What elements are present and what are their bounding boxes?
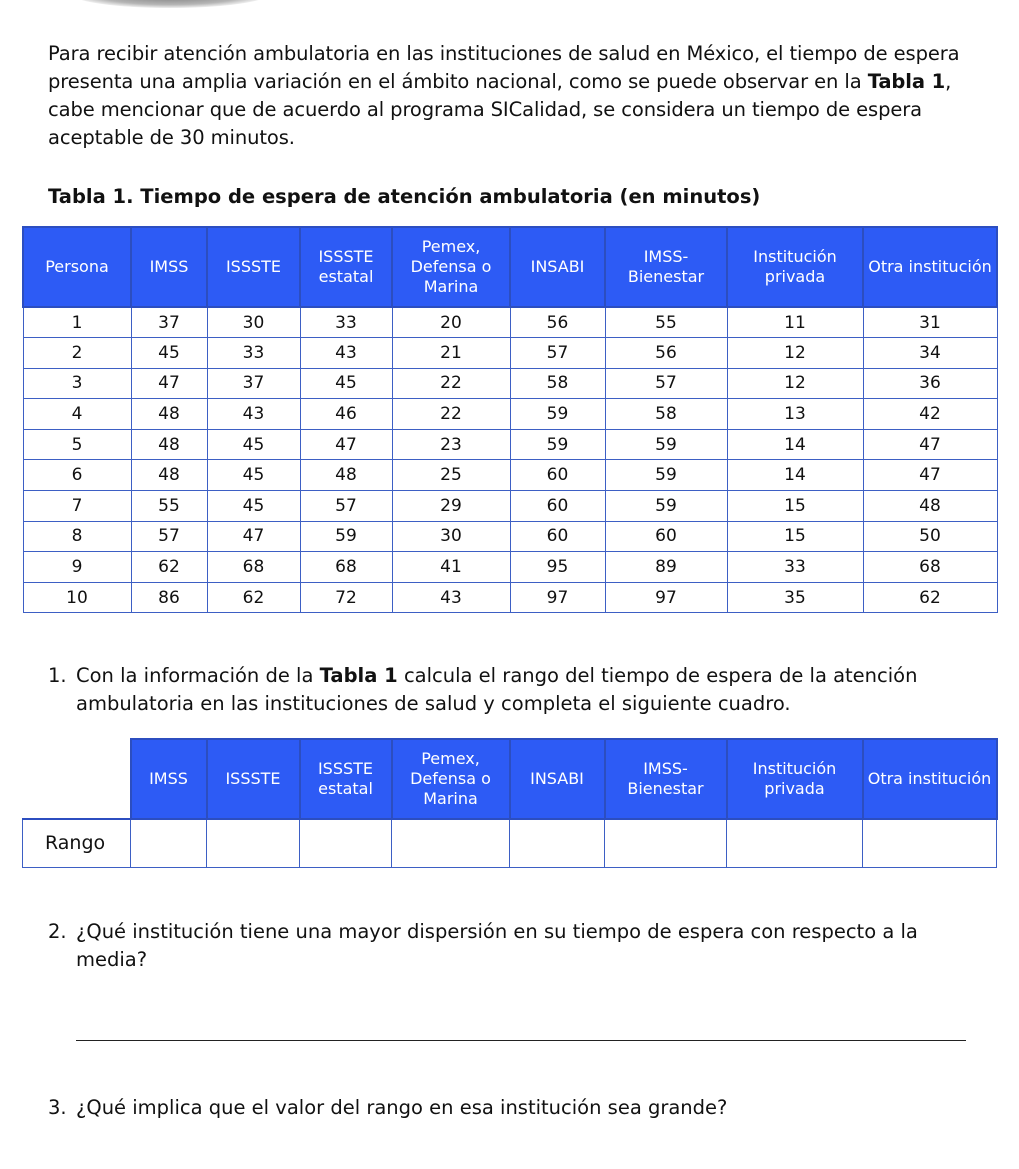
cell-imss-bienestar: 89 bbox=[605, 552, 727, 583]
cell-insabi: 60 bbox=[510, 460, 605, 491]
table-row bbox=[23, 307, 997, 338]
table-row bbox=[23, 399, 997, 430]
top-edge-shadow bbox=[70, 0, 270, 8]
cell-issste-estatal: 68 bbox=[300, 552, 392, 583]
cell-issste: 68 bbox=[207, 552, 300, 583]
range-header-issste-estatal: ISSSTE estatal bbox=[300, 739, 392, 819]
cell-persona: 6 bbox=[23, 460, 131, 491]
header-pemex: Pemex, Defensa o Marina bbox=[392, 227, 510, 307]
cell-insabi: 59 bbox=[510, 429, 605, 460]
cell-issste-estatal: 45 bbox=[300, 368, 392, 399]
cell-imss-bienestar: 57 bbox=[605, 368, 727, 399]
cell-issste-estatal: 57 bbox=[300, 491, 392, 522]
table-row bbox=[23, 368, 997, 399]
question-1-table-reference: Tabla 1 bbox=[319, 664, 398, 687]
range-header-issste: ISSSTE bbox=[207, 739, 300, 819]
cell-issste-estatal: 46 bbox=[300, 399, 392, 430]
waiting-time-table bbox=[22, 226, 998, 613]
cell-pemex: 30 bbox=[392, 521, 510, 552]
cell-institucion-privada: 12 bbox=[727, 338, 863, 369]
cell-otra-institucion: 36 bbox=[863, 368, 997, 399]
cell-otra-institucion: 68 bbox=[863, 552, 997, 583]
cell-issste-estatal: 72 bbox=[300, 582, 392, 613]
cell-pemex: 41 bbox=[392, 552, 510, 583]
cell-institucion-privada: 13 bbox=[727, 399, 863, 430]
intro-table-reference: Tabla 1 bbox=[867, 70, 946, 93]
header-issste-estatal: ISSSTE estatal bbox=[300, 227, 392, 307]
cell-imss-bienestar: 58 bbox=[605, 399, 727, 430]
cell-imss-bienestar: 59 bbox=[605, 460, 727, 491]
question-1 bbox=[48, 662, 978, 718]
header-institucion-privada: Institución privada bbox=[727, 227, 863, 307]
question-3-number: 3. bbox=[48, 1096, 67, 1119]
table1-body bbox=[23, 307, 997, 613]
cell-pemex: 29 bbox=[392, 491, 510, 522]
range-header-insabi: INSABI bbox=[510, 739, 605, 819]
cell-otra-institucion: 47 bbox=[863, 460, 997, 491]
range-cell-pemex[interactable] bbox=[392, 819, 510, 867]
cell-persona: 2 bbox=[23, 338, 131, 369]
range-cell-imss-bienestar[interactable] bbox=[605, 819, 727, 867]
table2-header-row bbox=[23, 739, 997, 819]
cell-issste: 45 bbox=[207, 429, 300, 460]
cell-institucion-privada: 11 bbox=[727, 307, 863, 338]
cell-otra-institucion: 62 bbox=[863, 582, 997, 613]
cell-institucion-privada: 35 bbox=[727, 582, 863, 613]
cell-otra-institucion: 50 bbox=[863, 521, 997, 552]
cell-institucion-privada: 14 bbox=[727, 429, 863, 460]
range-table bbox=[22, 738, 998, 868]
cell-otra-institucion: 34 bbox=[863, 338, 997, 369]
cell-insabi: 56 bbox=[510, 307, 605, 338]
cell-issste: 43 bbox=[207, 399, 300, 430]
cell-issste-estatal: 43 bbox=[300, 338, 392, 369]
cell-imss: 62 bbox=[131, 552, 207, 583]
cell-imss-bienestar: 55 bbox=[605, 307, 727, 338]
cell-persona: 5 bbox=[23, 429, 131, 460]
cell-imss: 37 bbox=[131, 307, 207, 338]
cell-issste: 47 bbox=[207, 521, 300, 552]
cell-insabi: 57 bbox=[510, 338, 605, 369]
cell-imss: 47 bbox=[131, 368, 207, 399]
range-cell-issste-estatal[interactable] bbox=[300, 819, 392, 867]
cell-otra-institucion: 48 bbox=[863, 491, 997, 522]
table-row bbox=[23, 582, 997, 613]
cell-pemex: 22 bbox=[392, 368, 510, 399]
cell-otra-institucion: 31 bbox=[863, 307, 997, 338]
table-row bbox=[23, 429, 997, 460]
cell-insabi: 59 bbox=[510, 399, 605, 430]
question-2-number: 2. bbox=[48, 920, 67, 943]
cell-persona: 4 bbox=[23, 399, 131, 430]
question-3 bbox=[48, 1094, 978, 1122]
cell-insabi: 60 bbox=[510, 521, 605, 552]
cell-insabi: 58 bbox=[510, 368, 605, 399]
cell-otra-institucion: 42 bbox=[863, 399, 997, 430]
range-row-label: Rango bbox=[23, 819, 131, 867]
cell-issste: 33 bbox=[207, 338, 300, 369]
table1-header-row bbox=[23, 227, 997, 307]
question-2-answer-line[interactable] bbox=[76, 1040, 966, 1041]
header-imss-bienestar: IMSS-Bienestar bbox=[605, 227, 727, 307]
cell-issste: 30 bbox=[207, 307, 300, 338]
question-1-number: 1. bbox=[48, 664, 67, 687]
cell-issste: 37 bbox=[207, 368, 300, 399]
question-3-text: ¿Qué implica que el valor del rango en esa institución sea grande? bbox=[76, 1096, 728, 1119]
cell-institucion-privada: 15 bbox=[727, 491, 863, 522]
question-1-text bbox=[48, 662, 978, 718]
question-1-text-part1: Con la información de la bbox=[76, 664, 320, 687]
table-row bbox=[23, 338, 997, 369]
table-row bbox=[23, 460, 997, 491]
range-row bbox=[23, 819, 997, 867]
cell-insabi: 97 bbox=[510, 582, 605, 613]
cell-persona: 7 bbox=[23, 491, 131, 522]
range-header-institucion-privada: Institución privada bbox=[727, 739, 863, 819]
cell-institucion-privada: 15 bbox=[727, 521, 863, 552]
question-1-text-part2: calcula el rango del tiempo de espera de la atención ambulatoria en las instituciones de salud y completa el siguiente cuadro. bbox=[76, 664, 918, 715]
header-issste: ISSSTE bbox=[207, 227, 300, 307]
cell-imss: 55 bbox=[131, 491, 207, 522]
cell-pemex: 23 bbox=[392, 429, 510, 460]
cell-imss: 86 bbox=[131, 582, 207, 613]
cell-persona: 8 bbox=[23, 521, 131, 552]
cell-issste-estatal: 59 bbox=[300, 521, 392, 552]
cell-imss-bienestar: 60 bbox=[605, 521, 727, 552]
table2-corner-cell bbox=[23, 739, 131, 819]
cell-imss: 45 bbox=[131, 338, 207, 369]
cell-imss: 57 bbox=[131, 521, 207, 552]
cell-institucion-privada: 33 bbox=[727, 552, 863, 583]
cell-persona: 9 bbox=[23, 552, 131, 583]
cell-pemex: 25 bbox=[392, 460, 510, 491]
cell-imss: 48 bbox=[131, 399, 207, 430]
range-cell-imss[interactable] bbox=[131, 819, 207, 867]
header-otra-institucion: Otra institución bbox=[863, 227, 997, 307]
cell-imss-bienestar: 56 bbox=[605, 338, 727, 369]
cell-insabi: 60 bbox=[510, 491, 605, 522]
table-row bbox=[23, 491, 997, 522]
cell-issste-estatal: 48 bbox=[300, 460, 392, 491]
cell-issste: 45 bbox=[207, 491, 300, 522]
cell-persona: 10 bbox=[23, 582, 131, 613]
cell-imss-bienestar: 59 bbox=[605, 429, 727, 460]
cell-insabi: 95 bbox=[510, 552, 605, 583]
cell-institucion-privada: 12 bbox=[727, 368, 863, 399]
cell-pemex: 20 bbox=[392, 307, 510, 338]
cell-pemex: 21 bbox=[392, 338, 510, 369]
cell-imss-bienestar: 59 bbox=[605, 491, 727, 522]
question-2-text: ¿Qué institución tiene una mayor dispersión en su tiempo de espera con respecto a la media? bbox=[76, 920, 918, 971]
cell-issste-estatal: 33 bbox=[300, 307, 392, 338]
range-header-imss: IMSS bbox=[131, 739, 207, 819]
table-row bbox=[23, 552, 997, 583]
cell-institucion-privada: 14 bbox=[727, 460, 863, 491]
header-insabi: INSABI bbox=[510, 227, 605, 307]
cell-persona: 3 bbox=[23, 368, 131, 399]
range-cell-otra-institucion[interactable] bbox=[863, 819, 997, 867]
cell-otra-institucion: 47 bbox=[863, 429, 997, 460]
cell-issste: 45 bbox=[207, 460, 300, 491]
range-cell-issste[interactable] bbox=[207, 819, 300, 867]
intro-paragraph bbox=[48, 40, 978, 152]
range-cell-institucion-privada[interactable] bbox=[727, 819, 863, 867]
table1-caption: Tabla 1. Tiempo de espera de atención ambulatoria (en minutos) bbox=[48, 185, 761, 208]
cell-issste-estatal: 47 bbox=[300, 429, 392, 460]
intro-text-part2: , cabe mencionar que de acuerdo al programa SICalidad, se considera un tiempo de espera aceptable de 30 minutos. bbox=[48, 70, 952, 149]
cell-pemex: 43 bbox=[392, 582, 510, 613]
range-header-imss-bienestar: IMSS-Bienestar bbox=[605, 739, 727, 819]
range-header-otra-institucion: Otra institución bbox=[863, 739, 997, 819]
intro-text-part1: Para recibir atención ambulatoria en las instituciones de salud en México, el tiempo de espera presenta una amplia variación en el ámbito nacional, como se puede observar en la bbox=[48, 42, 960, 93]
cell-issste: 62 bbox=[207, 582, 300, 613]
question-2 bbox=[48, 918, 978, 974]
table-row bbox=[23, 521, 997, 552]
range-header-pemex: Pemex, Defensa o Marina bbox=[392, 739, 510, 819]
cell-imss: 48 bbox=[131, 429, 207, 460]
range-cell-insabi[interactable] bbox=[510, 819, 605, 867]
cell-imss: 48 bbox=[131, 460, 207, 491]
header-persona: Persona bbox=[23, 227, 131, 307]
cell-pemex: 22 bbox=[392, 399, 510, 430]
header-imss: IMSS bbox=[131, 227, 207, 307]
cell-persona: 1 bbox=[23, 307, 131, 338]
cell-imss-bienestar: 97 bbox=[605, 582, 727, 613]
